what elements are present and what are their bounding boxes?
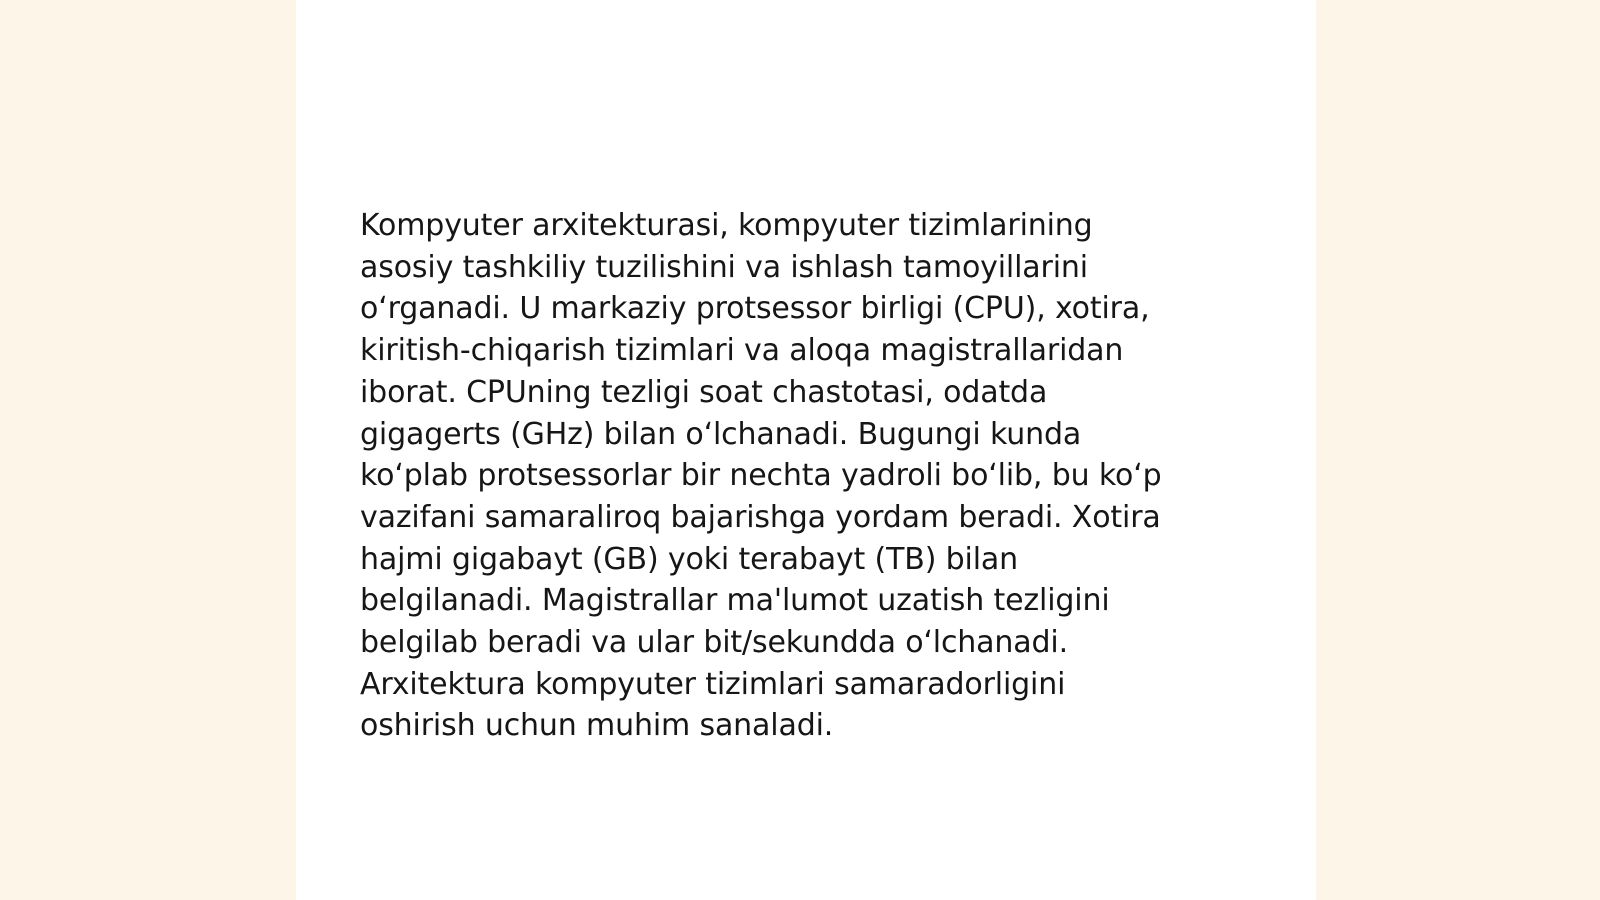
- paragraph-line: gigagerts (GHz) bilan o‘lchanadi. Bugungi kunda: [360, 416, 1082, 452]
- paragraph-line: belgilanadi. Magistrallar ma'lumot uzatish tezligini: [360, 583, 1110, 619]
- paragraph-line: o‘rganadi. U markaziy protsessor birligi (CPU), xotira,: [360, 291, 1150, 327]
- paragraph-line: Kompyuter arxitekturasi, kompyuter tizimlarining: [360, 208, 1093, 243]
- paragraph-line: belgilab beradi va ular bit/sekundda o‘lchanadi.: [360, 625, 1068, 661]
- paragraph-line: iborat. CPUning tezligi soat chastotasi, odatda: [360, 374, 1048, 410]
- paragraph-line: kiritish-chiqarish tizimlari va aloqa magistrallaridan: [360, 333, 1124, 369]
- paragraph-line: vazifani samaraliroq bajarishga yordam beradi. Xotira: [360, 499, 1161, 535]
- paragraph-line: hajmi gigabayt (GB) yoki terabayt (TB) bilan: [360, 541, 1019, 577]
- paragraph-line: Arxitektura kompyuter tizimlari samaradorligini: [360, 666, 1066, 702]
- document-slide: [296, 0, 1316, 900]
- paragraph-line: asosiy tashkiliy tuzilishini va ishlash tamoyillarini: [360, 249, 1088, 285]
- paragraph-line: oshirish uchun muhim sanaladi.: [360, 708, 834, 744]
- paragraph-line: ko‘plab protsessorlar bir nechta yadroli bo‘lib, bu ko‘p: [360, 458, 1162, 494]
- body-paragraph: [360, 205, 1240, 747]
